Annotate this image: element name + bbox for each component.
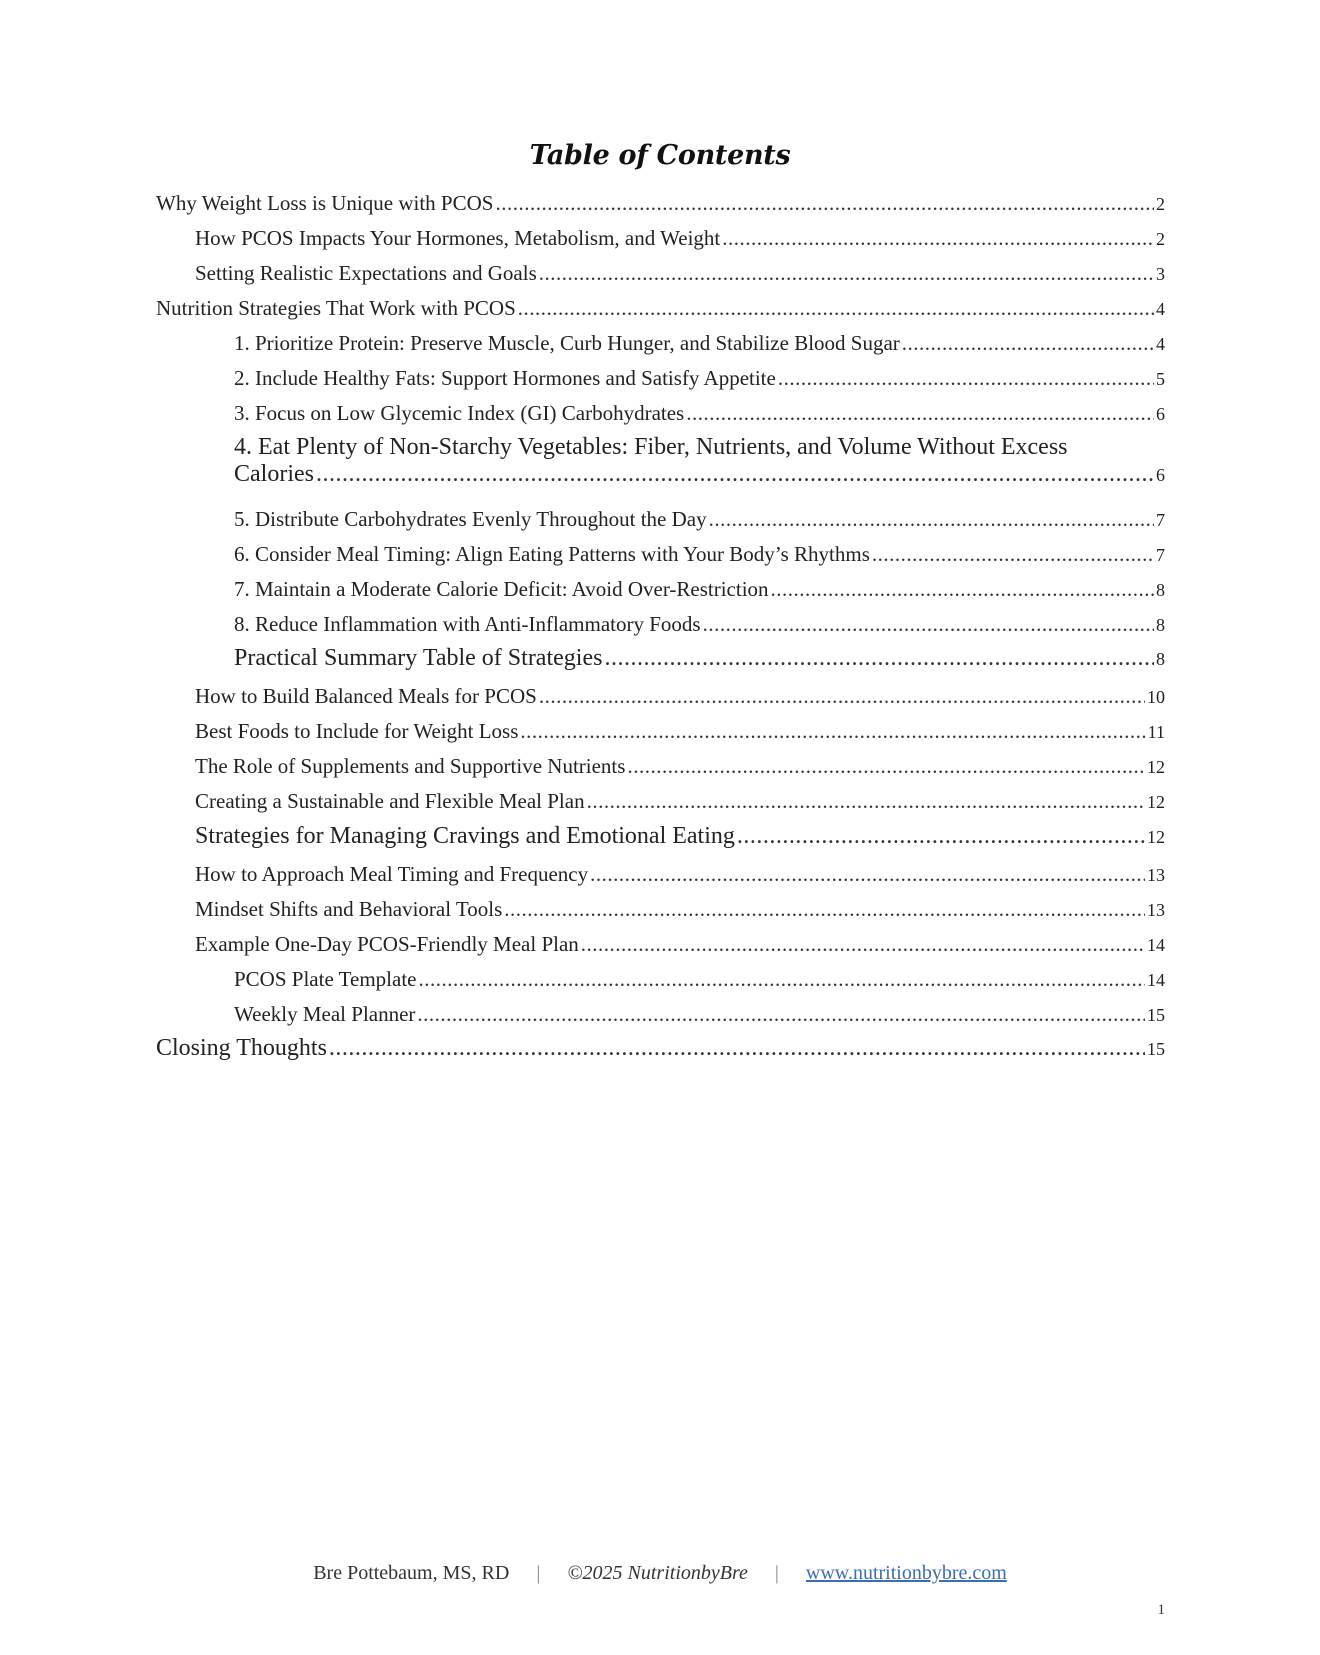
toc-page-number: 6	[1156, 465, 1165, 485]
toc-page-number: 7	[1156, 510, 1165, 530]
toc-entry-text-continued: Calories	[234, 461, 314, 487]
toc-entry[interactable]	[234, 645, 1165, 672]
toc-page-number: 2	[1156, 194, 1165, 214]
toc-entry-text: 5. Distribute Carbohydrates Evenly Throughout the Day	[234, 507, 707, 531]
dot-leader	[539, 261, 1154, 286]
toc-entry-text: 8. Reduce Inflammation with Anti-Inflammatory Foods	[234, 612, 701, 636]
toc-entry-text: Closing Thoughts	[156, 1035, 327, 1061]
toc-entry[interactable]	[156, 1035, 1165, 1062]
toc-page-number: 8	[1156, 580, 1165, 600]
footer-website-link[interactable]: www.nutritionbybre.com	[805, 1562, 1007, 1584]
toc-entry[interactable]	[195, 789, 1165, 814]
toc-entry[interactable]	[195, 823, 1165, 850]
toc-entry-text: 7. Maintain a Moderate Calorie Deficit: Avoid Over-Restriction	[234, 577, 769, 601]
toc-entry-text: The Role of Supplements and Supportive Nutrients	[195, 754, 626, 778]
dot-leader	[703, 612, 1154, 637]
toc-entry[interactable]	[234, 507, 1165, 532]
toc-entry[interactable]	[195, 719, 1165, 744]
toc-entry[interactable]	[195, 226, 1165, 251]
toc-page-number: 13	[1147, 865, 1165, 885]
toc-entry[interactable]	[195, 261, 1165, 286]
toc-entry[interactable]	[234, 1002, 1165, 1027]
toc-entry-text: 2. Include Healthy Fats: Support Hormones and Satisfy Appetite	[234, 366, 776, 390]
toc-page-number: 4	[1156, 334, 1165, 354]
toc-entry-text: How to Approach Meal Timing and Frequency	[195, 862, 589, 886]
toc-entry[interactable]	[195, 862, 1165, 887]
toc-entry[interactable]	[195, 684, 1165, 709]
dot-leader	[722, 226, 1154, 251]
toc-page-number: 2	[1156, 229, 1165, 249]
toc-entry-text: 1. Prioritize Protein: Preserve Muscle, Curb Hunger, and Stabilize Blood Sugar	[234, 331, 900, 355]
toc-page-number: 6	[1156, 404, 1165, 424]
toc-page-number: 12	[1147, 827, 1165, 847]
toc-entry-text: Best Foods to Include for Weight Loss	[195, 719, 519, 743]
toc-entry[interactable]	[195, 932, 1165, 957]
toc-page-number: 4	[1156, 299, 1165, 319]
toc-entry[interactable]	[195, 897, 1165, 922]
toc-entry-text: Nutrition Strategies That Work with PCOS	[156, 296, 516, 320]
dot-leader	[709, 507, 1154, 532]
toc-page-number: 14	[1147, 935, 1165, 955]
toc-entry[interactable]	[234, 542, 1165, 567]
toc-entry[interactable]	[156, 296, 1165, 321]
toc-entry-text: Weekly Meal Planner	[234, 1002, 416, 1026]
dot-leader	[627, 754, 1145, 779]
toc-entry-text: Creating a Sustainable and Flexible Meal Plan	[195, 789, 585, 813]
dot-leader	[520, 719, 1145, 744]
dot-leader	[590, 862, 1145, 887]
toc-entry-text: PCOS Plate Template	[234, 967, 417, 991]
dot-leader	[581, 932, 1145, 957]
toc-entry-text: How to Build Balanced Meals for PCOS	[195, 684, 537, 708]
toc-entry-text: 4. Eat Plenty of Non-Starchy Vegetables: Fiber, Nutrients, and Volume Without Excess	[234, 434, 1068, 460]
toc-page-number: 8	[1156, 649, 1165, 669]
dot-leader	[495, 191, 1154, 216]
dot-leader	[587, 789, 1145, 814]
dot-leader	[771, 577, 1154, 602]
footer-separator: |	[774, 1562, 779, 1584]
dot-leader	[872, 542, 1154, 567]
toc-page-number: 15	[1147, 1005, 1165, 1025]
toc-entry-text: 3. Focus on Low Glycemic Index (GI) Carbohydrates	[234, 401, 685, 425]
toc-entry[interactable]	[195, 754, 1165, 779]
dot-leader	[737, 823, 1145, 850]
toc-entry[interactable]	[234, 967, 1165, 992]
footer-author: Bre Pottebaum, MS, RD	[313, 1562, 510, 1584]
toc-page-number: 15	[1147, 1039, 1165, 1059]
dot-leader	[316, 461, 1154, 488]
toc-page-number: 3	[1156, 264, 1165, 284]
toc-page-number: 8	[1156, 615, 1165, 635]
footer-copyright: ©2025 NutritionbyBre	[567, 1562, 748, 1584]
dot-leader	[604, 645, 1154, 672]
page-number: 1	[1157, 1602, 1165, 1618]
dot-leader	[329, 1035, 1145, 1062]
page-footer	[0, 1562, 1320, 1585]
toc-entry-text: Strategies for Managing Cravings and Emotional Eating	[195, 823, 735, 849]
toc-entry[interactable]	[234, 401, 1165, 426]
toc-title: Table of Contents	[529, 140, 791, 171]
toc-entry[interactable]	[234, 366, 1165, 391]
toc-entry-text: Setting Realistic Expectations and Goals	[195, 261, 537, 285]
toc-page-number: 7	[1156, 545, 1165, 565]
dot-leader	[686, 401, 1154, 426]
toc-entry[interactable]	[156, 191, 1165, 216]
toc-page-number: 14	[1147, 970, 1165, 990]
toc-page-number: 12	[1147, 792, 1165, 812]
toc-entry-text: Why Weight Loss is Unique with PCOS	[156, 191, 494, 215]
dot-leader	[418, 967, 1145, 992]
toc-entry-text: How PCOS Impacts Your Hormones, Metabolism, and Weight	[195, 226, 721, 250]
toc-entry[interactable]	[234, 331, 1165, 356]
dot-leader	[518, 296, 1154, 321]
toc-entry[interactable]	[234, 577, 1165, 602]
dot-leader	[539, 684, 1145, 709]
dot-leader	[902, 331, 1154, 356]
dot-leader	[504, 897, 1145, 922]
toc-entry-text: 6. Consider Meal Timing: Align Eating Patterns with Your Body’s Rhythms	[234, 542, 870, 566]
toc-entry-text: Practical Summary Table of Strategies	[234, 645, 603, 671]
dot-leader	[417, 1002, 1145, 1027]
toc-page-number: 10	[1147, 687, 1165, 707]
dot-leader	[778, 366, 1154, 391]
toc-entry[interactable]	[234, 434, 1165, 488]
footer-separator: |	[536, 1562, 541, 1584]
toc-entry-text: Mindset Shifts and Behavioral Tools	[195, 897, 503, 921]
toc-page-number: 13	[1147, 900, 1165, 920]
toc-entry[interactable]	[234, 612, 1165, 637]
toc-page-number: 12	[1147, 757, 1165, 777]
toc-entry-text: Example One-Day PCOS-Friendly Meal Plan	[195, 932, 579, 956]
toc-page-number: 5	[1156, 369, 1165, 389]
toc-page-number: 11	[1147, 722, 1165, 742]
